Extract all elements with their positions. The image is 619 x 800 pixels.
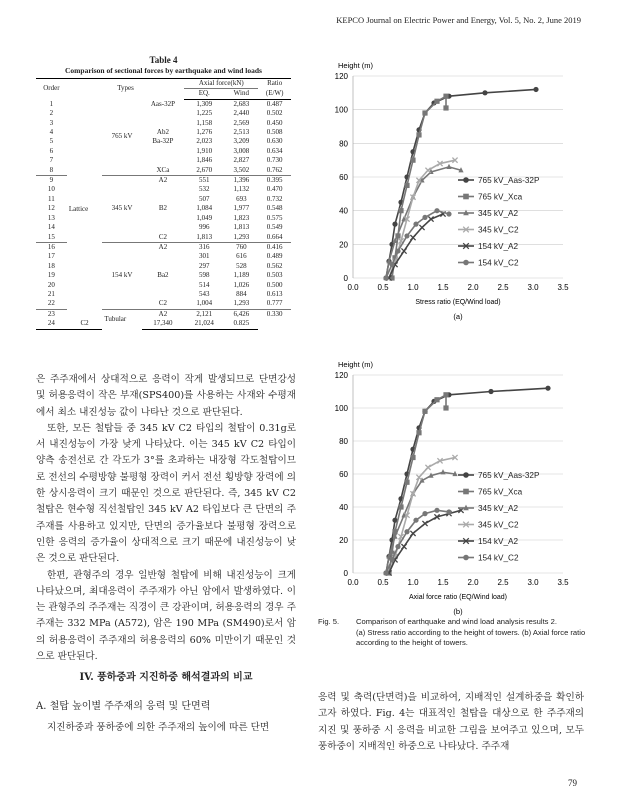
cell-eq: 1,846 (196, 156, 213, 165)
cell-eq: 551 (184, 176, 224, 186)
cell-ratio: 0.508 (266, 128, 283, 137)
cell-voltage: 345 kV (102, 176, 141, 243)
cell-type (142, 185, 185, 194)
cell-type: C2 (158, 232, 167, 241)
data-point (404, 233, 409, 238)
y-tick-label: 120 (334, 371, 348, 380)
header-eq: EQ. (184, 89, 224, 99)
running-header: KEPCO Journal on Electric Power and Energy, Vol. 5, No. 2, June 2019 (336, 15, 581, 25)
data-point (383, 275, 388, 280)
cell-eq: 1,309 (196, 99, 213, 108)
data-point (440, 469, 445, 474)
cell-eq: 17,340 (142, 319, 185, 329)
y-tick-label: 40 (339, 206, 348, 216)
cell-order: 12 (47, 204, 55, 213)
cell-order: 10 (47, 185, 55, 194)
data-point (446, 211, 451, 216)
legend-label: 345 kV_A2 (478, 209, 519, 218)
page-number: 79 (568, 778, 577, 788)
data-point (482, 90, 487, 95)
cell-order: 18 (47, 261, 55, 270)
cell-order: 6 (49, 146, 54, 155)
cell-eq: 1,158 (196, 118, 213, 127)
data-point (446, 164, 451, 169)
legend-label: 345 kV_C2 (478, 225, 519, 235)
subsection-heading: A. 철탑 높이별 주주재의 응력 및 단면력 (36, 701, 211, 712)
table-subtitle: Comparison of sectional forces by earthquake and wind loads (65, 66, 262, 75)
cell-type (142, 195, 185, 204)
x-axis-label: Axial force ratio (EQ/Wind load) (408, 594, 508, 601)
cell-type: A2 (142, 242, 185, 252)
figure-caption-line1: Comparison of earthquake and wind load analysis results 2. (356, 617, 557, 626)
cell-order: 9 (36, 176, 67, 186)
cell-wind: 6,426 (224, 309, 258, 319)
section-heading: IV. 풍하중과 지진하중 해석결과의 비교 (79, 672, 253, 683)
header-axial-force: Axial force(kN) (184, 79, 258, 89)
y-axis-label: Height (m) (338, 61, 374, 70)
data-point (443, 105, 448, 110)
cell-order: 19 (47, 271, 55, 280)
data-point (395, 248, 400, 253)
x-tick-label: 0.0 (347, 578, 359, 587)
cell-wind: 616 (236, 252, 247, 261)
legend-label: 765 kV_Xca (478, 487, 523, 497)
y-tick-label: 80 (339, 437, 348, 446)
cell-type: Ba2 (157, 271, 169, 280)
axial-force-ratio-chart (318, 345, 588, 616)
cell-type (142, 156, 185, 165)
data-point (410, 531, 415, 536)
data-point (416, 132, 421, 137)
data-point (413, 222, 418, 227)
data-point (392, 222, 397, 227)
cell-wind: 2,683 (233, 99, 250, 108)
cell-wind: 1,813 (233, 223, 250, 232)
left-column-text (36, 372, 296, 665)
table-caption (36, 55, 291, 75)
cell-ratio: 0.613 (266, 289, 283, 298)
cell-order: 21 (47, 289, 55, 298)
cell-eq: 514 (199, 280, 210, 289)
legend-marker (463, 194, 469, 200)
x-tick-label: 3.5 (557, 578, 569, 587)
table-title: Table 4 (149, 55, 178, 65)
x-tick-label: 1.0 (407, 283, 419, 292)
data-point (434, 99, 439, 104)
x-tick-label: 3.0 (527, 283, 539, 292)
cell-type: Ab2 (156, 128, 169, 137)
data-point (398, 208, 403, 213)
cell-ratio: 0.487 (266, 99, 283, 108)
data-point (398, 504, 403, 509)
cell-type: Aas-32P (150, 99, 175, 108)
y-tick-label: 100 (334, 105, 348, 115)
panel-label: (a) (453, 312, 463, 321)
cell-eq: 532 (199, 185, 210, 194)
cell-type (142, 147, 185, 156)
cell-eq: 507 (199, 194, 210, 203)
cell-eq: 1,225 (196, 109, 213, 118)
x-tick-label: 3.0 (527, 578, 539, 587)
cell-wind: 1,823 (233, 213, 250, 222)
y-tick-label: 120 (334, 72, 348, 81)
cell-wind: 2,569 (233, 118, 250, 127)
cell-ratio: 0.416 (258, 242, 291, 252)
x-tick-label: 2.5 (497, 578, 509, 587)
data-point (443, 94, 448, 99)
x-tick-label: 0.5 (377, 578, 389, 587)
legend-marker (463, 489, 469, 495)
cell-voltage: 765 kV (111, 132, 133, 141)
paragraph: 또한, 모든 철탑들 중 345 kV C2 타입의 철탑이 0.31g로서 내진성능이 가장 낮게 나타났다. 이는 345 kV C2 타입이 양측 송전선로 간 각도가 3°를 초과하는 내장형 각도철탑이므로 전선의 수평방향 불평형 장력이 커서 전선 횡방향 장력에 의한 상시응력이 크기 때문인 것으로 판단된다. 즉, 345 kV C2 철탑은 현수형 직선철탑인 345 kV A2 타입보다 큰 단면의 주주재를 사용하고 있지만, 단면의 증가율보다 불평형 장력으로 인한 응력의 증가율이 상대적으로 크기 때문에 내진성능이 낮은 것으로 판단된다. (36, 422, 296, 565)
data-point (446, 509, 451, 514)
data-point (488, 389, 493, 394)
cell-wind: 1,977 (233, 204, 250, 213)
data-point (419, 225, 424, 230)
cell-wind: 760 (224, 242, 258, 252)
cell-ratio: 0.762 (266, 165, 283, 174)
cell-structure: Tubular (102, 309, 141, 329)
header-wind: Wind (224, 89, 258, 99)
y-axis-label: Height (m) (338, 360, 374, 369)
y-tick-label: 20 (339, 536, 348, 545)
table-row (36, 319, 291, 329)
data-point (404, 183, 409, 188)
cell-wind: 884 (236, 289, 247, 298)
legend-marker (463, 260, 469, 266)
legend-label: 154 kV_A2 (478, 537, 519, 546)
cell-ratio: 0.730 (266, 156, 283, 165)
figure-caption (318, 617, 588, 649)
x-tick-label: 1.5 (437, 578, 449, 587)
data-point (410, 455, 415, 460)
left-column-bottom-text (36, 720, 296, 736)
cell-ratio: 0.395 (258, 176, 291, 186)
cell-ratio: 0.562 (266, 261, 283, 270)
stress-ratio-chart (318, 50, 588, 321)
cell-structure: Lattice (68, 204, 89, 213)
y-tick-label: 60 (339, 173, 348, 182)
cell-order: 3 (49, 118, 54, 127)
cell-wind: 693 (236, 194, 247, 203)
header-ratio: Ratio (258, 79, 291, 89)
cell-type: C2 (67, 319, 103, 329)
x-tick-label: 2.0 (467, 283, 479, 292)
header-order: Order (36, 79, 67, 100)
data-point (533, 87, 538, 92)
legend-label: 345 kV_C2 (478, 520, 519, 530)
cell-ratio: 0.450 (266, 118, 283, 127)
cell-ratio: 0.630 (266, 137, 283, 146)
table-row (36, 99, 291, 109)
cell-type (142, 223, 185, 232)
cell-eq: 1,049 (196, 213, 213, 222)
data-point (410, 158, 415, 163)
cell-ratio: 0.470 (266, 185, 283, 194)
x-tick-label: 0.5 (377, 283, 389, 292)
data-point (395, 544, 400, 549)
y-tick-label: 0 (343, 569, 348, 578)
data-point (422, 409, 427, 414)
cell-ratio: 0.489 (266, 252, 283, 261)
legend-label: 154 kV_C2 (478, 258, 519, 268)
cell-wind: 1,293 (233, 232, 250, 241)
paragraph: 응력 및 축력(단면력)을 비교하여, 지배적인 설계하중을 확인하고자 하였다. Fig. 4는 대표적인 철탑을 대상으로 한 주주재의 지진 및 풍하중 시 응력을 비교한 그림을 보여주고 있으며, 모두 풍하중이 지배적인 하중으로 나타났다. 주주재 (318, 692, 584, 752)
cell-type (142, 281, 185, 290)
cell-wind: 21,024 (184, 319, 224, 329)
cell-order: 4 (49, 128, 54, 137)
legend-label: 154 kV_C2 (478, 553, 519, 563)
cell-order: 17 (47, 252, 55, 261)
cell-type (142, 252, 185, 261)
cell-order: 23 (36, 309, 67, 319)
cell-order: 2 (49, 109, 54, 118)
legend-label: 765 kV_Aas-32P (478, 471, 540, 480)
x-tick-label: 0.0 (347, 283, 359, 292)
figure-label: Fig. 5. (318, 617, 340, 626)
cell-ratio: 0.825 (224, 319, 258, 329)
cell-type: Ba-32P (152, 137, 174, 146)
cell-order: 7 (49, 156, 54, 165)
cell-eq: 598 (199, 271, 210, 280)
data-point (416, 430, 421, 435)
legend-label: 345 kV_A2 (478, 504, 519, 513)
x-tick-label: 2.0 (467, 578, 479, 587)
paragraph: 은 주주재에서 상대적으로 응력이 작게 발생되므로 단면강성 및 허용응력이 작은 부재(SPS400)를 사용하는 사재와 수평재에서 최소 내진성능 값이 나타난 것으로 판단된다. (36, 374, 296, 418)
cell-voltage: 154 kV (102, 242, 141, 309)
y-tick-label: 80 (339, 139, 348, 149)
legend-marker (463, 177, 469, 183)
cell-eq: 316 (184, 242, 224, 252)
figure-caption-line2: (a) Stress ratio according to the height of towers. (b) Axial force ratio according to the height of towers. (356, 627, 586, 647)
header-ew: (E/W) (258, 89, 291, 99)
legend-marker (463, 472, 469, 478)
cell-wind: 1,396 (224, 176, 258, 186)
cell-eq: 2,023 (196, 137, 213, 146)
cell-order: 13 (47, 213, 55, 222)
cell-wind: 1,293 (233, 299, 250, 308)
data-point (383, 570, 388, 575)
cell-order: 1 (49, 99, 54, 108)
cell-ratio: 0.500 (266, 280, 283, 289)
data-point (422, 110, 427, 115)
cell-wind: 3,502 (233, 165, 250, 174)
data-point (422, 521, 427, 526)
data-point (389, 557, 394, 562)
cell-eq: 2,670 (196, 165, 213, 174)
cell-type: B2 (158, 204, 167, 213)
cell-type (142, 214, 185, 223)
data-point (434, 208, 439, 213)
cell-eq: 301 (199, 252, 210, 261)
cell-type (142, 262, 185, 271)
x-axis-label: Stress ratio (EQ/Wind load) (415, 299, 501, 306)
series-line (386, 388, 548, 573)
data-point (389, 262, 394, 267)
cell-type: A2 (142, 309, 185, 319)
cell-type: A2 (142, 176, 185, 186)
cell-ratio: 0.330 (258, 309, 291, 319)
cell-eq: 1,813 (196, 232, 213, 241)
data-point (404, 529, 409, 534)
cell-order: 16 (36, 242, 67, 252)
cell-eq: 1,004 (196, 299, 213, 308)
cell-ratio: 0.575 (266, 213, 283, 222)
y-tick-label: 0 (343, 274, 348, 283)
y-tick-label: 100 (334, 404, 348, 413)
cell-type (142, 119, 185, 128)
data-point (425, 465, 430, 470)
legend-marker (463, 555, 469, 561)
legend-label: 154 kV_A2 (478, 242, 519, 251)
data-point (410, 235, 415, 240)
cell-ratio: 0.634 (266, 146, 283, 155)
cell-ratio: 0.503 (266, 271, 283, 280)
cell-eq: 1,084 (196, 204, 213, 213)
cell-type: XCa (156, 165, 170, 174)
x-tick-label: 1.0 (407, 578, 419, 587)
data-point (401, 544, 406, 549)
cell-eq: 996 (199, 223, 210, 232)
cell-eq: 2,121 (184, 309, 224, 319)
cell-wind: 2,440 (233, 109, 250, 118)
x-tick-label: 2.5 (497, 283, 509, 292)
cell-type (142, 109, 185, 118)
cell-eq: 543 (199, 289, 210, 298)
cell-ratio: 0.664 (266, 232, 283, 241)
legend-label: 765 kV_Aas-32P (478, 176, 540, 185)
cell-order: 22 (47, 299, 55, 308)
data-point (443, 405, 448, 410)
cell-wind: 1,026 (233, 280, 250, 289)
y-tick-label: 60 (339, 470, 348, 479)
y-tick-label: 40 (339, 503, 348, 512)
cell-order: 15 (47, 232, 55, 241)
legend-label: 765 kV_Xca (478, 192, 523, 202)
right-column-text (318, 690, 584, 755)
cell-order: 11 (48, 194, 55, 203)
header-types: Types (67, 79, 184, 100)
cell-wind: 1,132 (233, 185, 250, 194)
cell-eq: 1,276 (196, 128, 213, 137)
cell-type: C2 (158, 299, 167, 308)
y-tick-label: 20 (339, 240, 348, 250)
cell-ratio: 0.502 (266, 109, 283, 118)
data-point (401, 248, 406, 253)
x-tick-label: 3.5 (557, 283, 569, 292)
cell-order: 5 (49, 137, 54, 146)
cell-wind: 3,209 (233, 137, 250, 146)
data-point (434, 508, 439, 513)
sectional-forces-table (36, 78, 291, 330)
panel-label: (b) (453, 607, 463, 616)
cell-eq: 297 (199, 261, 210, 270)
data-point (422, 511, 427, 516)
cell-ratio: 0.548 (266, 204, 283, 213)
cell-type (142, 290, 185, 299)
cell-order: 8 (49, 165, 54, 174)
data-point (443, 392, 448, 397)
data-point (545, 386, 550, 391)
data-point (413, 518, 418, 523)
data-point (404, 480, 409, 485)
cell-wind: 1,189 (233, 271, 250, 280)
data-point (425, 168, 430, 173)
cell-order: 24 (36, 319, 67, 329)
cell-wind: 528 (236, 261, 247, 270)
paragraph: 한편, 관형주의 경우 일반형 철탑에 비해 내진성능이 크게 나타났으며, 최대응력이 주주재가 아닌 암에서 발생하였다. 이는 관형주의 주주재는 직경이 큰 강관이며, 허용응력의 경우 주주재는 332 MPa (A572), 암은 190 MPa (SM490)로서 암의 허용응력이 주주재의 허용응력의 60% 미만이기 때문인 것으로 판단된다. (36, 569, 296, 663)
data-point (422, 215, 427, 220)
cell-order: 20 (47, 280, 55, 289)
data-point (434, 397, 439, 402)
paragraph: 지진하중과 풍하중에 의한 주주재의 높이에 따른 단면 (47, 722, 270, 733)
x-tick-label: 1.5 (437, 283, 449, 292)
cell-wind: 2,513 (233, 128, 250, 137)
cell-ratio: 0.777 (266, 299, 283, 308)
cell-order: 14 (47, 223, 55, 232)
cell-ratio: 0.549 (266, 223, 283, 232)
cell-wind: 2,827 (233, 156, 250, 165)
cell-wind: 3,008 (233, 146, 250, 155)
cell-ratio: 0.732 (266, 194, 283, 203)
cell-eq: 1,910 (196, 146, 213, 155)
